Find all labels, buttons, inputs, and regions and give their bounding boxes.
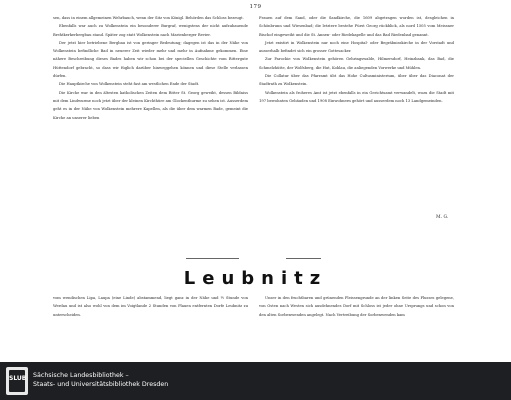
page-number: 179 — [249, 4, 262, 10]
section-divider-left — [186, 258, 239, 259]
paragraph: Die Collatur über das Pfarramt übt das Hohe Cultusministerium, über über das Diaconat der Stadtrath zu Wolkenstein. — [259, 74, 454, 87]
paragraph: Die Hauptkirche von Wolkenstein steht fast am westlichen Ende der Stadt. — [59, 82, 200, 87]
library-footer-banner — [0, 362, 511, 400]
paragraph: Jetzt existirt in Wolkenstein nur noch eine Hospital- oder Begräbnisskirche in der Vorstadt und ausserhalb befindet sich ein grosser Gottesacker. — [259, 40, 454, 54]
bottom-left-column — [53, 294, 248, 324]
library-name[interactable] — [33, 371, 168, 389]
paragraph: Die Kirche war in den ältesten katholischen Zeiten dem Ritter St. Georg geweiht, dessen Bildniss mit dem Lindwurme noch jetzt über der kleinen Kirchthüre am Glockenthurme zu sehen ist. Ausserdem geht es in der Nähe von Wolkenstein mehrere Kapellen, als die über dem warmen Bade, gemeint die Kirche an unserer lieben — [53, 90, 248, 120]
paragraph: Zur Parochie von Wolkenstein gehören Gehringswalde, Hilmersdorf, Heinzbank, das Bad, die Schmelzhütte, der Wolfsberg, die Hut, Kohlau, die anliegenden Vorwerke und Mühlen. — [259, 57, 454, 70]
paragraph: vom wendischen Lipa, Laupa (eine Linde) abstammend, liegt ganz in der Nähe und ½ Stunde von Werdau und ist also wohl von dem im Voigtlande 2 Stunden von Plauen entfernten Dorfe Leubnitz zu unterscheiden. — [53, 296, 248, 317]
bottom-right-column — [259, 294, 454, 324]
top-left-column — [53, 14, 248, 214]
paragraph: Unser in den fruchtbaren und grünenden Pleissengrunde an der linken Seite des Flusses gelegene, von Osten nach Westen sich ausdehnendes Dorf mit Schloss ist jeder ohne Ursprungs und schon von den alten Sorbenwenden angelegt. Nach Vertreibung der Sorbenwenden kam — [259, 296, 454, 317]
paragraph: Ebenfalls war auch zu Wolkenstein ein besonderer Burgraf, wenigstens der nicht aufzubauende Brehtkerkerbergbau stand. Später zog statt Wolkenstein nach Marienberger Revier. — [53, 24, 248, 37]
paragraph: Frauen auf dem Sand, oder die Sandkirche, die 1609 abgetragen worden ist, desgleichen in Schönbrunn und Wiesenbad; die letztere bestehe Fürst Georg rückblick, als nord 1505 vom Meissner Bischof eingeweiht und die St. Annen- oder Riedekapelle und das Bad Riedenbad genannt. — [259, 16, 454, 37]
paragraph: Wolkenstein als froheres Amt ist jetzt ebenfalls in ein Gerichtsamt verwandelt, wozu die Stadt mit 197 bewohnten Gebäuden und 1908 Einwohnern gehört und ausserdem noch 13 Landgemeinden. — [259, 90, 454, 103]
logo-text: SLUB — [9, 375, 27, 382]
section-divider-right — [286, 258, 321, 259]
paragraph: Der jetzt hier betriebene Bergbau ist von geringer Bedeutung; dagegen ist das in der Nähe von Wolkenstein befindliche Bad in neuerer Zeit wieder mehr und mehr in Aufnahme gekommen. Eine nähere Beschreibung dieses Bades haben wir schon bei der speciellen Geschichte vom Rittergute Hüttendorf gebracht, so dass wir füglich darüber hinweggehen können und diese Stelle verlassen dürfen. — [53, 40, 248, 79]
logo-mark — [9, 370, 25, 392]
library-name-line-2: Staats- und Universitätsbibliothek Dresden — [33, 381, 169, 388]
section-heading: Leubnitz — [183, 268, 328, 289]
author-signature: M. G. — [436, 215, 449, 220]
library-name-line-1: Sächsische Landesbibliothek – — [33, 372, 129, 379]
paragraph: sen, dass in einem allgemeinen Wehrbauch, wenn der Sitz von Königl. Behörden das Schloss bezeugt. — [53, 16, 244, 20]
library-logo[interactable] — [6, 367, 28, 395]
top-right-column — [259, 14, 454, 234]
